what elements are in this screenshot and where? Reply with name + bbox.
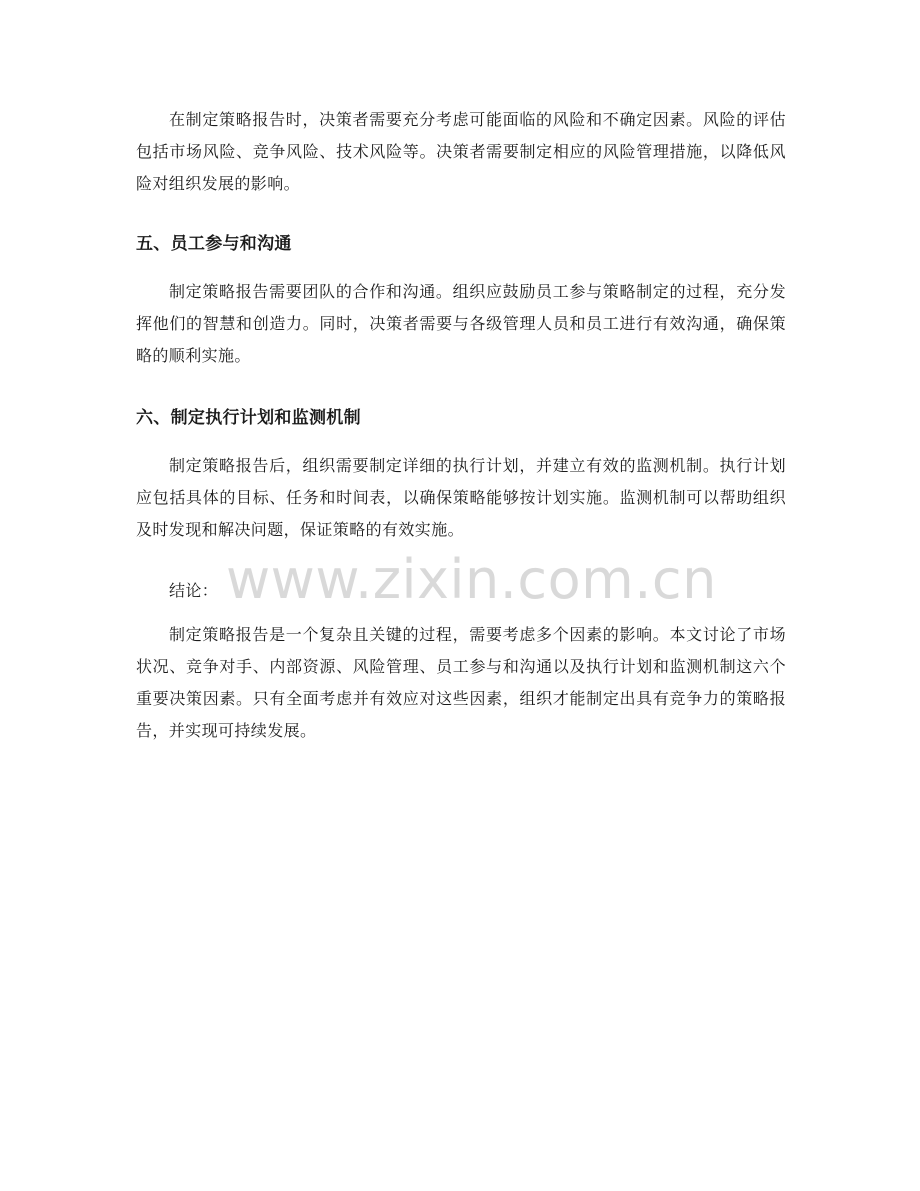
conclusion-label: 结论： <box>169 581 219 600</box>
paragraph-communication: 制定策略报告需要团队的合作和沟通。组织应鼓励员工参与策略制定的过程，充分发挥他们的智慧和创造力。同时，决策者需要与各级管理人员和员工进行有效沟通，确保策略的顺利实施。 <box>136 282 786 365</box>
paragraph-conclusion: 制定策略报告是一个复杂且关键的过程，需要考虑多个因素的影响。本文讨论了市场状况、竞争对手、内部资源、风险管理、员工参与和沟通以及执行计划和监测机制这六个重要决策因素。只有全面考虑并有效应对这些因素，组织才能制定出具有竞争力的策略报告，并实现可持续发展。 <box>136 625 786 740</box>
section-heading-employee-participation: 五、员工参与和沟通 <box>136 234 292 254</box>
watermark-text: www.zixin.com.cn <box>226 548 717 611</box>
paragraph-risk-management: 在制定策略报告时，决策者需要充分考虑可能面临的风险和不确定因素。风险的评估包括市场风险、竞争风险、技术风险等。决策者需要制定相应的风险管理措施，以降低风险对组织发展的影响。 <box>136 110 786 193</box>
section-heading-execution-plan: 六、制定执行计划和监测机制 <box>136 408 361 428</box>
paragraph-execution-plan: 制定策略报告后，组织需要制定详细的执行计划，并建立有效的监测机制。执行计划应包括具体的目标、任务和时间表，以确保策略能够按计划实施。监测机制可以帮助组织及时发现和解决问题，保证策略的有效实施。 <box>136 456 786 539</box>
